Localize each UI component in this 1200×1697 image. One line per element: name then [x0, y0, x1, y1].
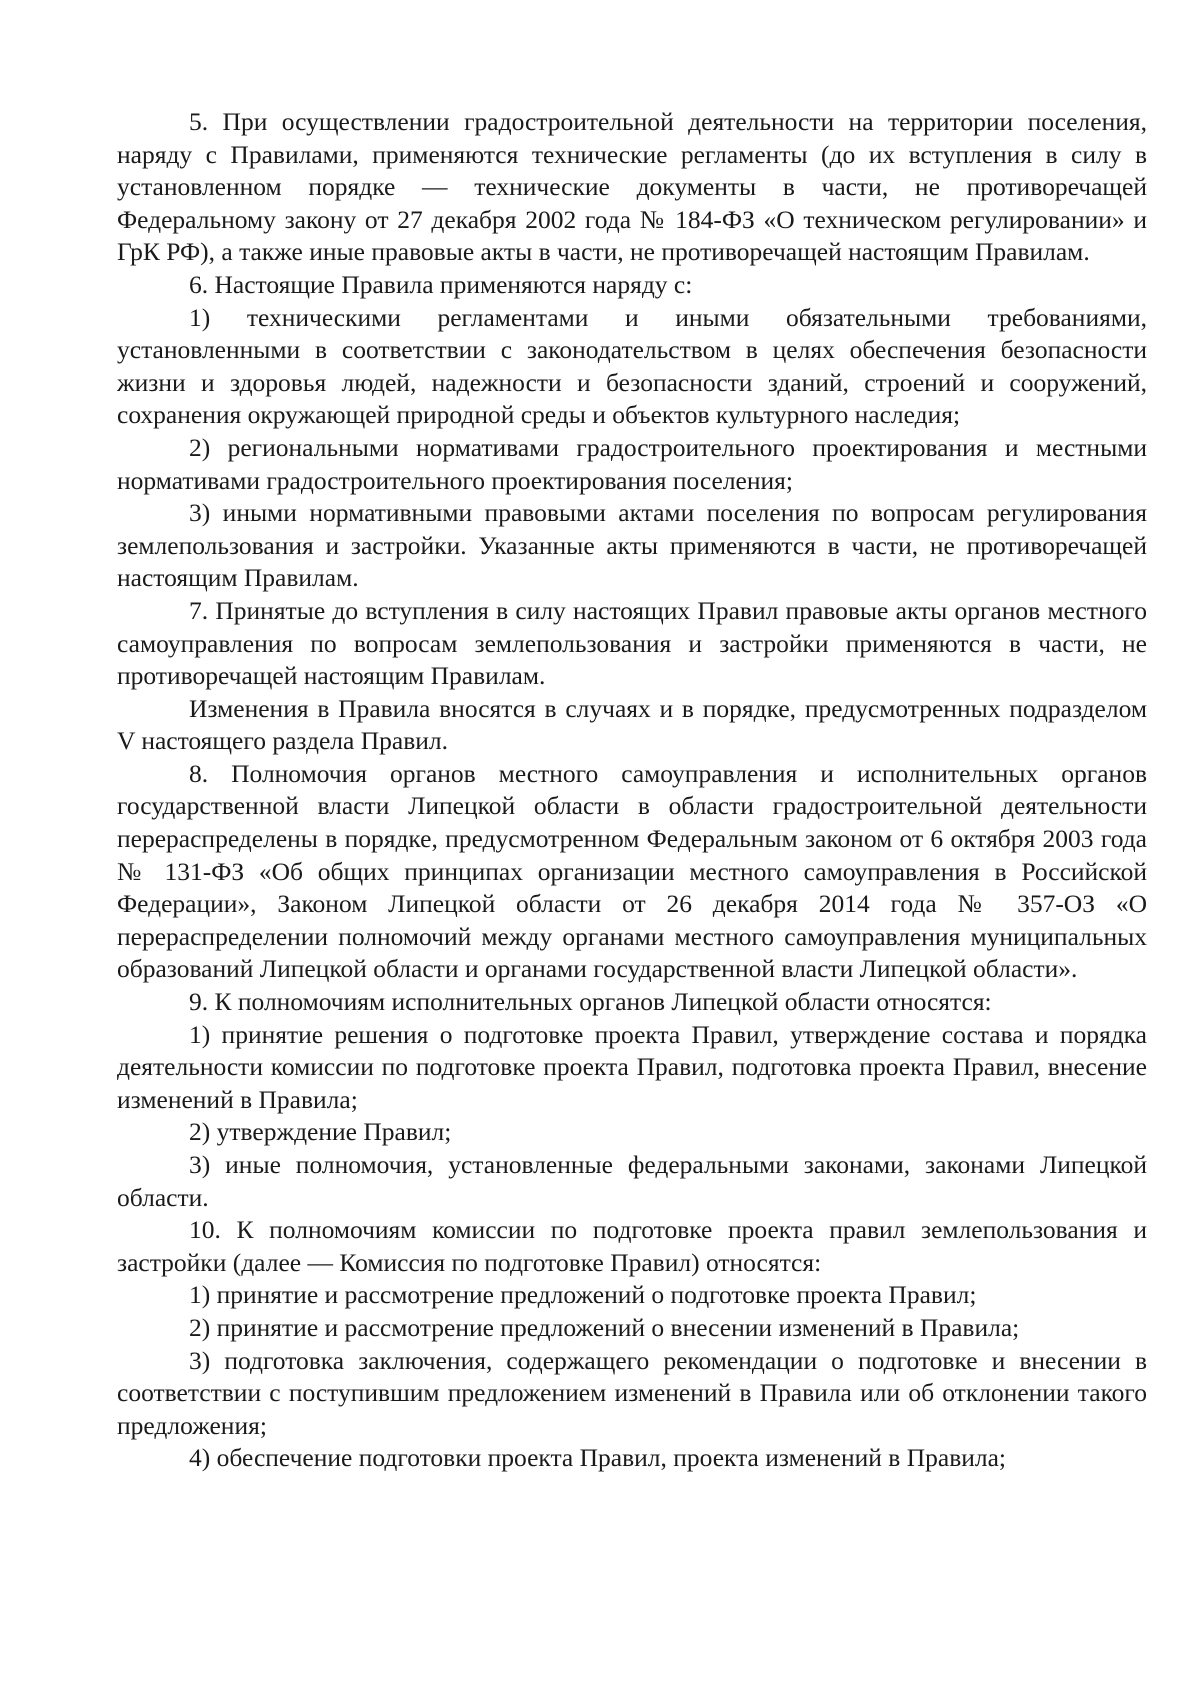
paragraph-10-item-3: 3) подготовка заключения, содержащего рекомендации о подготовке и внесении в соответствии с поступившим предложением изменений в Правила или об отклонении такого предложения;: [117, 1345, 1147, 1440]
paragraph-9-item-3: 3) иные полномочия, установленные федеральными законами, законами Липецкой области.: [117, 1150, 1147, 1212]
paragraph-7: 7. Принятые до вступления в силу настоящих Правил правовые акты органов местного самоуправления по вопросам землепользования и застройки применяются в части, не противоречащей настоящим Правилам.: [117, 595, 1147, 691]
paragraph-10: 10. К полномочиям комиссии по подготовке проекта правил землепользования и застройки (далее — Комиссия по подготовке Правил) относятся:: [117, 1215, 1147, 1277]
paragraph-10-item-2: 2) принятие и рассмотрение предложений о внесении изменений в Правила;: [189, 1312, 1020, 1342]
paragraph-9-item-1: 1) принятие решения о подготовке проекта Правил, утверждение состава и порядка деятельности комиссии по подготовке проекта Правил, подготовка проекта Правил, внесение изменений в Правила;: [117, 1019, 1147, 1114]
paragraph-6: 6. Настоящие Правила применяются наряду с:: [189, 269, 693, 299]
paragraph-10-item-1: 1) принятие и рассмотрение предложений о подготовке проекта Правил;: [189, 1280, 977, 1310]
paragraph-8: 8. Полномочия органов местного самоуправления и исполнительных органов государственной власти Липецкой области в области градостроительной деятельности перераспределены в порядке, предусмотренном Федеральным законом от 6 октября 2003 года № 131-ФЗ «Об общих принципах организации местного самоуправления в Российской Федерации», Законом Липецкой области от 26 декабря 2014 года № 357-ОЗ «О перераспределении полномочий между органами местного самоуправления муниципальных образований Липецкой области и органами государственной власти Липецкой области».: [117, 758, 1147, 984]
paragraph-9-item-2: 2) утверждение Правил;: [189, 1117, 452, 1147]
document-page: [117, 106, 1147, 1475]
paragraph-7-amendments: Изменения в Правила вносятся в случаях и в порядке, предусмотренных подразделом V настоящего раздела Правил.: [117, 693, 1147, 756]
paragraph-6-item-1: 1) техническими регламентами и иными обязательными требованиями, установленными в соответствии с законодательством в целях обеспечения безопасности жизни и здоровья людей, надежности и безопасности зданий, строений и сооружений, сохранения окружающей природной среды и объектов культурного наследия;: [117, 302, 1147, 430]
paragraph-9: 9. К полномочиям исполнительных органов Липецкой области относятся:: [189, 987, 992, 1017]
paragraph-10-item-4: 4) обеспечение подготовки проекта Правил, проекта изменений в Правила;: [189, 1443, 1007, 1473]
paragraph-6-item-3: 3) иными нормативными правовыми актами поселения по вопросам регулирования землепользования и застройки. Указанные акты применяются в части, не противоречащей настоящим Правилам.: [117, 498, 1147, 593]
paragraph-5: 5. При осуществлении градостроительной деятельности на территории поселения, наряду с Правилами, применяются технические регламенты (до их вступления в силу в установленном порядке — технические документы в части, не противоречащей Федеральному закону от 27 декабря 2002 года № 184-ФЗ «О техническом регулировании» и ГрК РФ), а также иные правовые акты в части, не противоречащей настоящим Правилам.: [117, 107, 1147, 267]
paragraph-6-item-2: 2) региональными нормативами градостроительного проектирования и местными нормативами градостроительного проектирования поселения;: [117, 432, 1147, 495]
